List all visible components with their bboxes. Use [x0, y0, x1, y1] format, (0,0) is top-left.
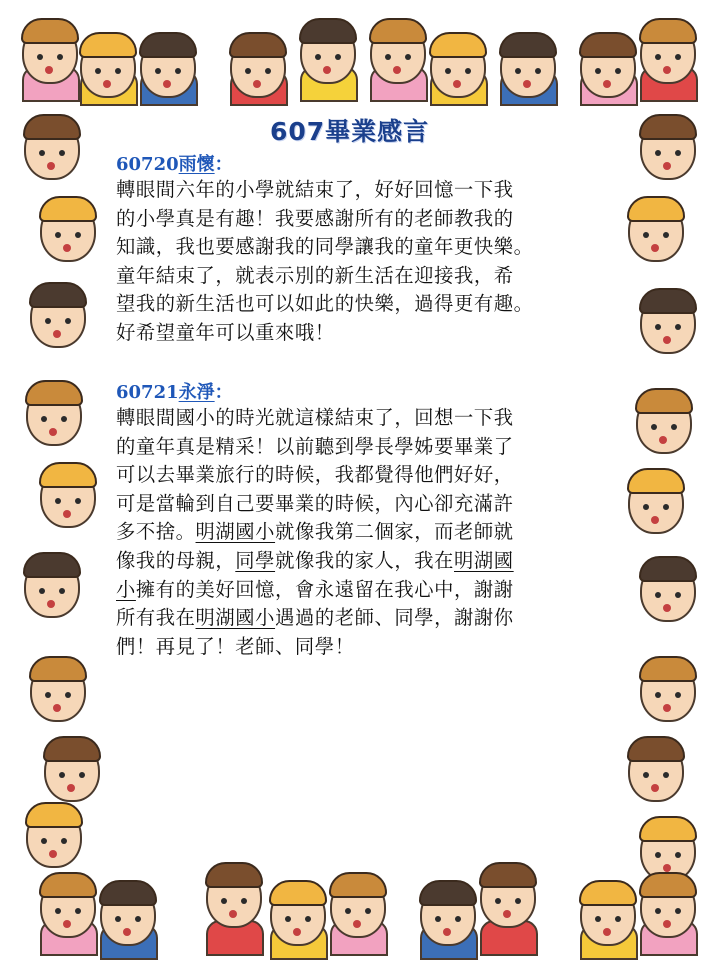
- heading-colon: ：: [214, 382, 233, 403]
- kid-face-icon: [26, 806, 82, 868]
- school-name-underlined: 明湖國小: [195, 520, 276, 544]
- kid-face-icon: [640, 560, 696, 622]
- student-number: 60720: [116, 154, 179, 175]
- text-line: 望我的新生活也可以如此的快樂，過得更有趣。: [116, 292, 534, 316]
- kid-face-icon: [100, 884, 156, 946]
- kid-face-icon: [628, 740, 684, 802]
- kid-face-icon: [40, 466, 96, 528]
- kid-face-icon: [640, 292, 696, 354]
- kid-face-icon: [640, 22, 696, 84]
- kid-face-icon: [30, 660, 86, 722]
- kid-face-icon: [30, 286, 86, 348]
- kid-face-icon: [140, 36, 196, 98]
- student-name: 雨懷: [178, 154, 215, 175]
- kid-face-icon: [24, 118, 80, 180]
- text-line: [116, 518, 606, 547]
- text-line: 的小學真是有趣！我要感謝所有的老師教我的: [116, 206, 514, 230]
- section-heading-60721: [116, 378, 233, 404]
- kid-face-icon: [44, 740, 100, 802]
- text-run: 就像我的家人，我在: [275, 548, 454, 572]
- kid-face-icon: [640, 876, 696, 938]
- text-run: 多不捨。: [116, 520, 196, 544]
- kid-face-icon: [26, 384, 82, 446]
- kid-face-icon: [580, 36, 636, 98]
- text-line: 童年結束了，就表示別的新生活在迎接我，希: [116, 263, 514, 287]
- kid-face-icon: [40, 876, 96, 938]
- student-name: 永淨: [178, 382, 215, 403]
- text-run: 所有我在: [116, 606, 196, 630]
- text-line: 可是當輪到自己要畢業的時候，內心卻充滿許: [116, 491, 514, 515]
- classmates-underlined: 同學: [235, 548, 276, 572]
- text-run: 擁有的美好回憶，會永遠留在我心中，謝謝: [135, 577, 514, 601]
- text-run: 遇過的老師、同學，謝謝你: [275, 606, 514, 630]
- text-line: 們！再見了！老師、同學！: [116, 634, 355, 658]
- kid-face-icon: [420, 884, 476, 946]
- kid-face-icon: [206, 866, 262, 928]
- kid-face-icon: [628, 200, 684, 262]
- text-line: 可以去畢業旅行的時候，我都覺得他們好好，: [116, 463, 514, 487]
- text-line: 轉眼間國小的時光就這樣結束了，回想一下我: [116, 406, 514, 429]
- section-body-60721: [116, 404, 606, 661]
- page-title: 607畢業感言: [270, 117, 430, 146]
- text-line: [116, 604, 606, 633]
- kid-face-icon: [640, 118, 696, 180]
- student-number: 60721: [116, 382, 179, 403]
- text-run: 像我的母親，: [116, 548, 236, 572]
- kid-face-icon: [330, 876, 386, 938]
- kid-face-icon: [580, 884, 636, 946]
- kid-face-icon: [640, 660, 696, 722]
- kid-face-icon: [480, 866, 536, 928]
- text-line: 知識，我也要感謝我的同學讓我的童年更快樂。: [116, 235, 534, 259]
- text-line: 轉眼間六年的小學就結束了，好好回憶一下我: [116, 178, 514, 201]
- text-line: 好希望童年可以重來哦！: [116, 320, 335, 344]
- kid-face-icon: [300, 22, 356, 84]
- kid-face-icon: [500, 36, 556, 98]
- heading-colon: ：: [214, 154, 233, 175]
- kid-face-icon: [80, 36, 136, 98]
- text-line: [116, 576, 606, 605]
- kid-face-icon: [628, 472, 684, 534]
- kid-face-icon: [230, 36, 286, 98]
- school-name-underlined: 小: [116, 577, 136, 601]
- school-name-underlined: 明湖國: [454, 548, 514, 572]
- kid-face-icon: [24, 556, 80, 618]
- text-line: [116, 547, 606, 576]
- section-body-60720: [116, 176, 606, 348]
- kid-face-icon: [370, 22, 426, 84]
- text-line: 的童年真是精采！以前聽到學長學姊要畢業了: [116, 434, 514, 458]
- kid-face-icon: [22, 22, 78, 84]
- school-name-underlined: 明湖國小: [195, 606, 276, 630]
- text-run: 就像我第二個家，而老師就: [275, 520, 514, 544]
- kid-face-icon: [430, 36, 486, 98]
- section-heading-60720: [116, 150, 233, 176]
- kid-face-icon: [40, 200, 96, 262]
- kid-face-icon: [636, 392, 692, 454]
- kid-face-icon: [270, 884, 326, 946]
